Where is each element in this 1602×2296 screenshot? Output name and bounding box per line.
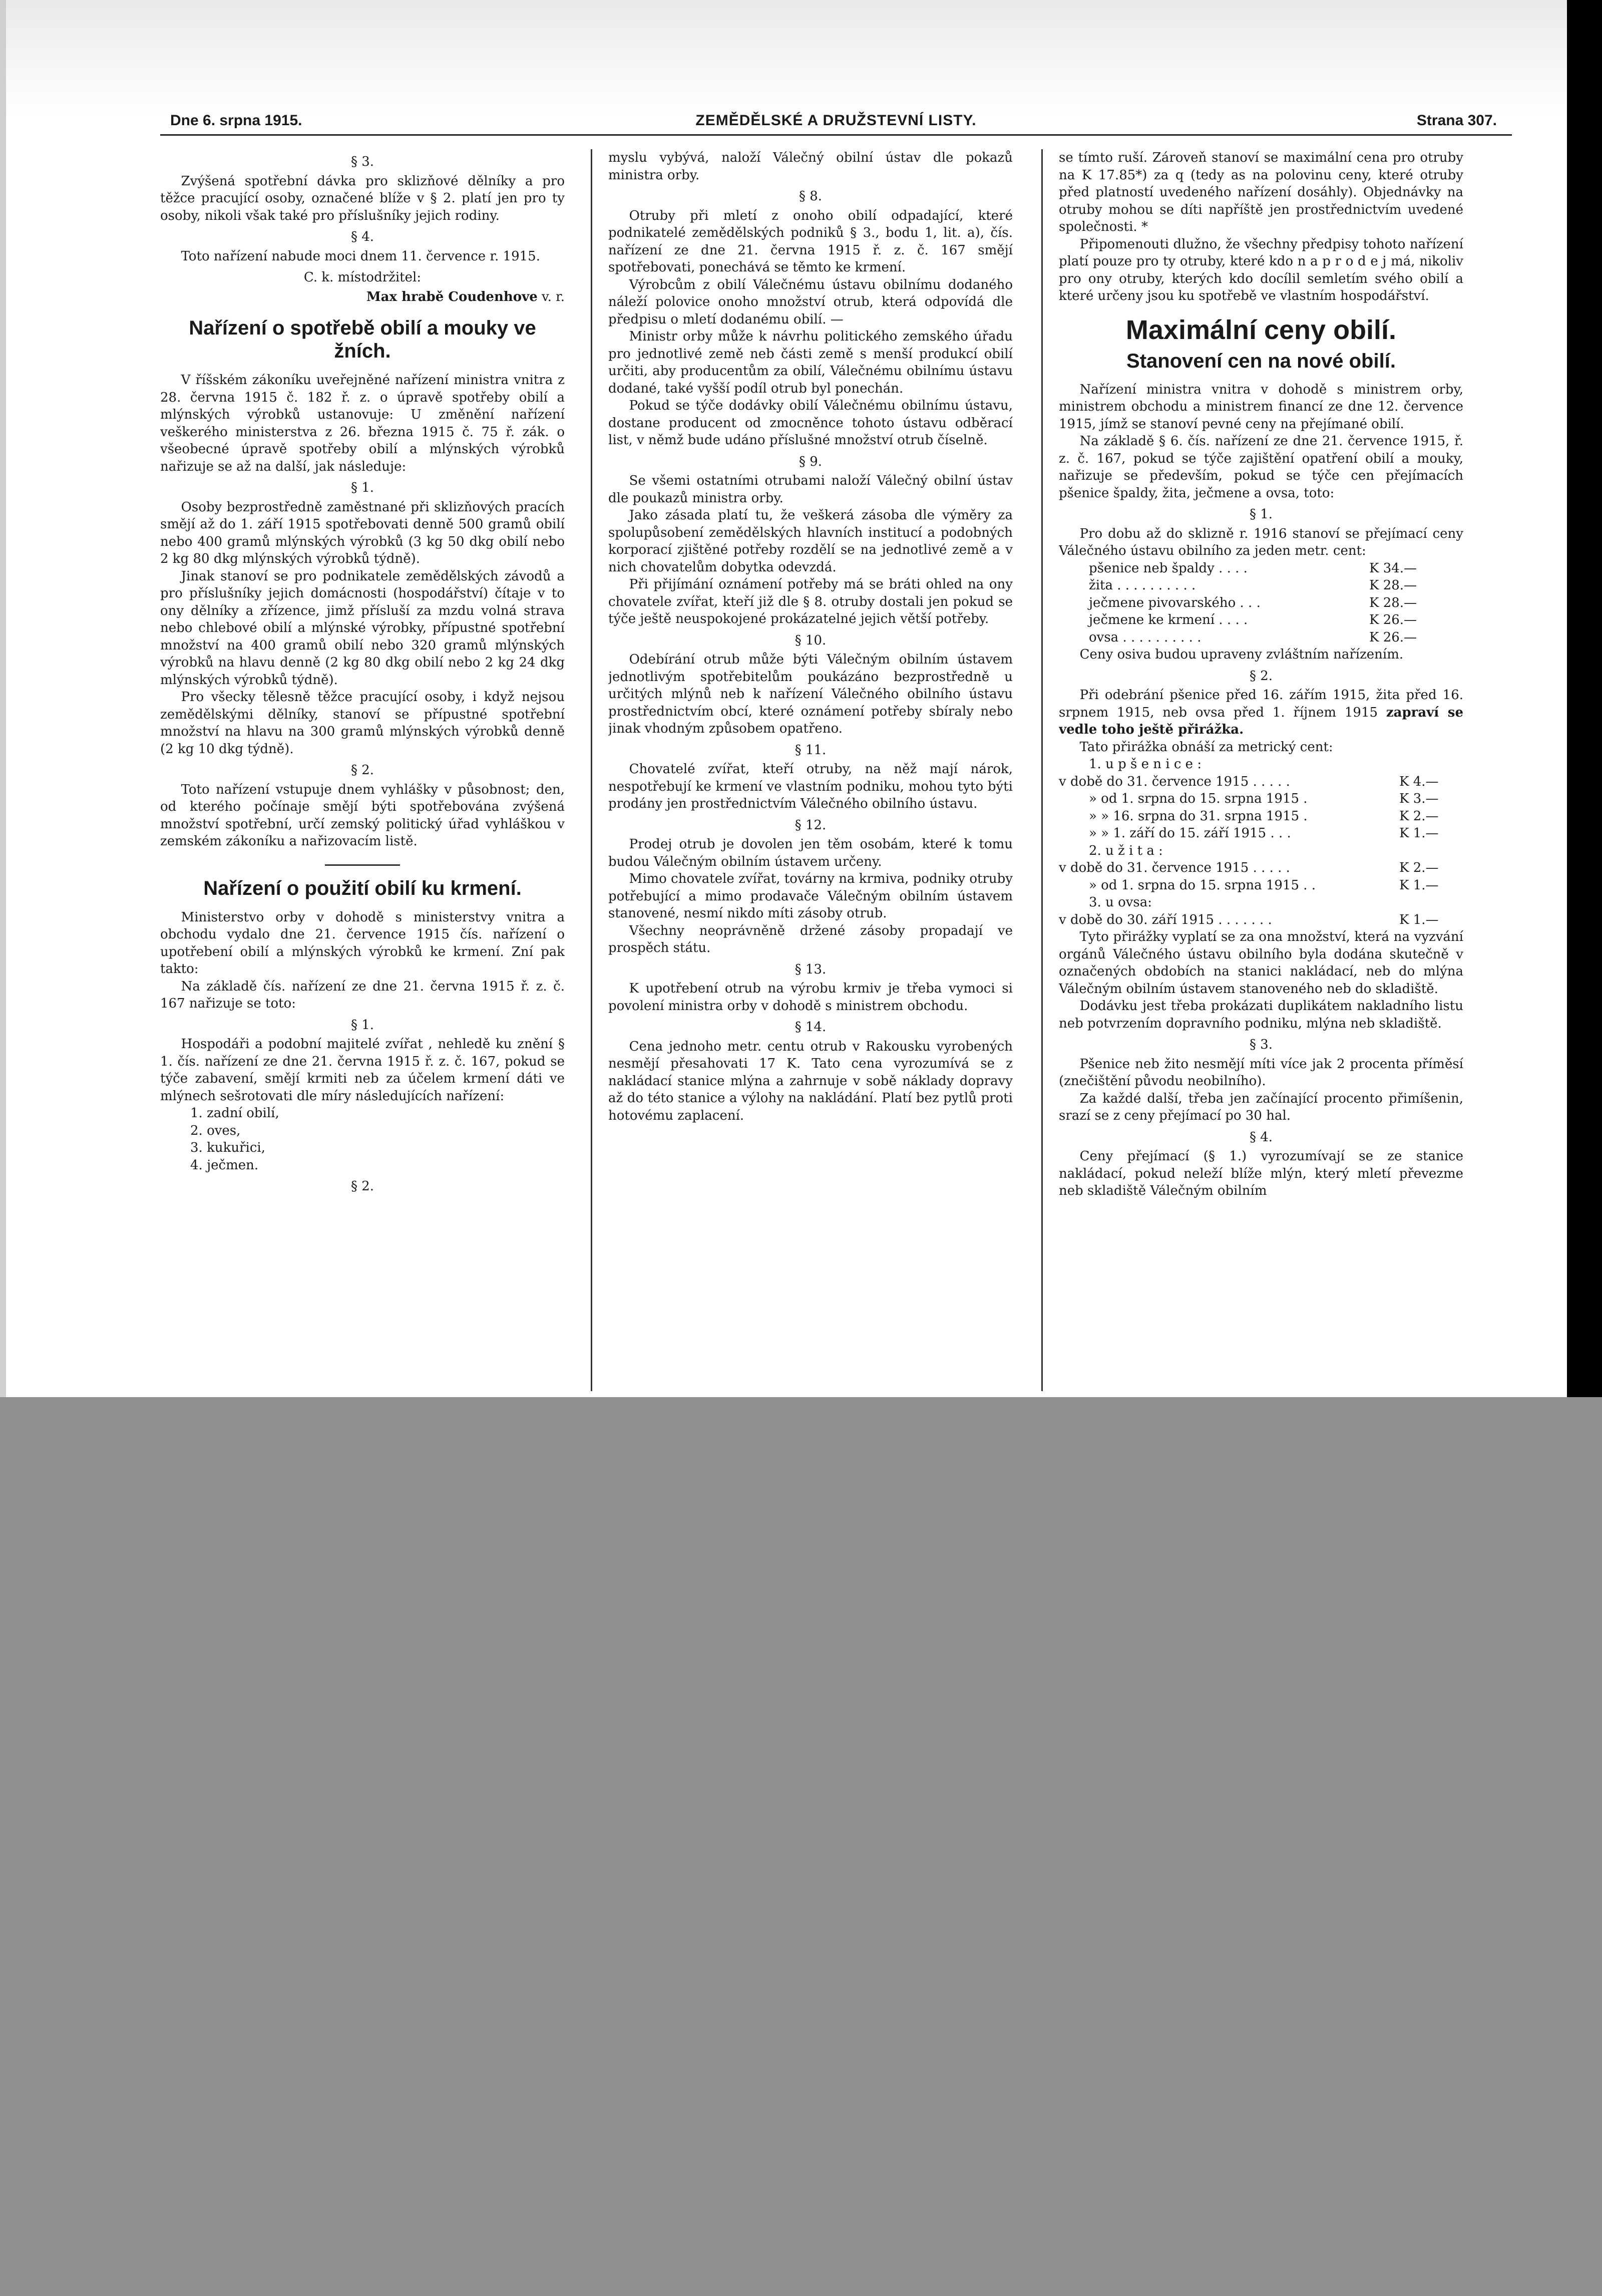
section-mark: § 4. [1249, 1129, 1273, 1145]
section-mark: § 2. [350, 763, 374, 778]
surcharge-row [1059, 911, 1463, 929]
paragraph: K upotřebení otrub na výrobu krmiv je třeba vymoci si povolení ministra orby v dohodě s ministrem obchodu. [608, 981, 1013, 1014]
paragraph [1059, 687, 1463, 739]
price-row [1059, 629, 1463, 646]
paragraph: Pro dobu až do sklizně r. 1916 stanoví se přejímací ceny Válečného ústavu obilního za jeden metr. cent: [1059, 526, 1463, 558]
surcharge-row [1059, 773, 1463, 791]
price-value: K 26.— [1369, 612, 1417, 627]
issue-date: Dne 6. srpna 1915. [170, 112, 302, 129]
section-mark: § 9. [798, 454, 823, 469]
section-mark: § 1. [350, 1017, 374, 1033]
section-mark: § 1. [1249, 507, 1273, 522]
paragraph: Ceny osiva budou upraveny zvláštním nařízením. [1079, 647, 1404, 662]
paragraph: se tímto ruší. Zároveň stanoví se maximální cena pro otruby na K 17.85*) za q (tedy as na polovinu ceny, které otruby před platností uvedeného nařízení dosáhly). Objednávky na otruby mohou se díti napříště jen prostřednictvím uvedené společnosti. * [1059, 150, 1463, 234]
period-label: v době do 30. září 1915 . . . . . . . [1059, 912, 1272, 927]
page-number: Strana 307. [1416, 112, 1497, 129]
section-mark: § 2. [1249, 668, 1273, 684]
paragraph: Odebírání otrub může býti Válečným obilním ústavem jednotlivým spotřebitelům poukázáno bezprostředně u určitých mlýnů neb k nařízení Válečného obilního ústavu prostřednictvím obcí, které oznámení potřeby sbíraly nebo jinak vhodným způsobem opatřeno. [608, 652, 1013, 736]
paragraph: Prodej otrub je dovolen jen těm osobám, které k tomu budou Válečným obilním ústavem určeny. [608, 837, 1013, 869]
paragraph: Mimo chovatele zvířat, továrny na krmiva, podniky otruby potřebující a mimo prodavače Válečným obilním ústavem stanovené, nesmí nikdo míti zásoby otrub. [608, 871, 1013, 921]
newspaper-title: ZEMĚDĚLSKÉ A DRUŽSTEVNÍ LISTY. [695, 112, 977, 129]
list-item: 1. zadní obilí, [190, 1106, 279, 1121]
price-table [1059, 560, 1463, 646]
paragraph: Jako zásada platí tu, že veškerá zásoba dle výměry za spolupůsobení zemědělských hlavních institucí a podobných korporací zjištěné potřeby rozdělí se na jednotlivé země a v nich chovatelům dobytka odevzdá. [608, 508, 1013, 575]
paragraph: Pšenice neb žito nesmějí míti více jak 2 procenta příměsí (znečištění původu neobilního). [1059, 1056, 1463, 1089]
paragraph: Výrobcům z obilí Válečnému ústavu obilnímu dodaného náleží polovice onoho množství otrub, která odpovídá dle předpisu o mletí dodanému obilí. — [608, 277, 1013, 327]
scan-left-edge [0, 0, 6, 1397]
surcharge-group-heading: 2. u ž i t a : [1089, 843, 1163, 858]
surcharge-group-heading: 1. u p š e n i c e : [1089, 757, 1202, 772]
paragraph-text: Při odebrání pšenice před 16. zářím 1915, žita před 16. srpnem 1915, neb ovsa před 1. říjnem 1915 [1059, 688, 1463, 720]
surcharge-row [1059, 877, 1463, 894]
grain-label: ječmene pivovarského . . . [1089, 595, 1261, 610]
surcharge-row [1059, 808, 1463, 825]
section-mark: § 3. [350, 154, 374, 169]
paragraph: V říšském zákoníku uveřejněné nařízení ministra vnitra z 28. června 1915 č. 182 ř. z. o úpravě spotřeby obilí a mlýnských výrobků ustanovuje: U změnění nařízení veškerého ministerstva z 26. března 1915 č. 75 ř. zák. o všeobecné úpravě spotřeby obilí a mlýnských výrobků nařizuje se až na další, jak následuje: [160, 373, 565, 474]
surcharge-value: K 2.— [1399, 808, 1439, 824]
paragraph: Ministr orby může k návrhu politického zemského úřadu pro jednotlivé země neb části země s menší produkcí obilí určiti, aby producentům za obilí, Válečnému obilnímu ústavu dodané, také vyšší podíl otrub byl ponechán. [608, 329, 1013, 396]
period-label: » od 1. srpna do 15. srpna 1915 . . [1089, 877, 1316, 893]
surcharge-row [1059, 859, 1463, 877]
surcharge-value: K 3.— [1399, 791, 1439, 806]
list-item: 4. ječmen. [190, 1157, 259, 1173]
price-row [1059, 611, 1463, 629]
paragraph: Při přijímání oznámení potřeby má se bráti ohled na ony chovatele zvířat, kteří již dle § 8. otruby dostali jen pokud se týče ještě neuspokojené prokázatelné jejich větší potřeby. [608, 577, 1013, 626]
price-value: K 26.— [1369, 629, 1417, 645]
newspaper-page [160, 109, 1512, 1396]
paragraph: Cena jednoho metr. centu otrub v Rakousku vyrobených nesmějí přesahovati 17 K. Tato cena vyrozumívá se z nakládací stanice mlýna a zahrnuje v sobě náklady dopravy až do této stanice a výlohy na nakládání. Platí bez pytlů proti hotovému zaplacení. [608, 1039, 1013, 1123]
paragraph: Ceny přejímací (§ 1.) vyrozumívají se ze stanice nakládací, pokud neleží blíže mlýn, který mletí převezme neb skladiště Válečným obilním [1059, 1149, 1463, 1198]
price-row [1059, 560, 1463, 577]
section-mark: § 1. [350, 480, 374, 495]
surcharge-row [1059, 790, 1463, 808]
list-item: 2. oves, [190, 1123, 241, 1138]
surcharge-value: K 1.— [1399, 826, 1439, 841]
section-mark: § 12. [794, 817, 827, 833]
paragraph: Připomenouti dlužno, že všechny předpisy tohoto nařízení platí pouze pro ty otruby, které kdo n a p r o d e j má, nikoliv pro ony otruby, kterých kdo docílil semletím svého obilí a které určeny jsou ku spotřebě ve vlastním hospodářství. [1059, 236, 1463, 303]
paragraph: Osoby bezprostředně zaměstnané při sklizňových pracích smějí až do 1. září 1915 spotřebovati denně 500 gramů obilí nebo 400 gramů mlýnských výrobků (3 kg 50 dkg obilí nebo 2 kg 80 dkg mlýnských výrobků týdně). [160, 499, 565, 566]
bold-text: zapraví se vedle toho ještě přirážka. [1059, 705, 1463, 737]
list-item: 3. kukuřici, [190, 1140, 265, 1155]
scan-empty-area [0, 1397, 1602, 2296]
paragraph: Na základě § 6. čís. nařízení ze dne 21. července 1915, ř. z. č. 167, pokud se týče zajištění opatření obilí a mouky, nařizuje se především, pokud se týče cen přejímacích pšenice špaldy, žita, ječmene a ovsa, toto: [1059, 434, 1463, 501]
paragraph: Všechny neoprávněně držené zásoby propadají ve prospěch státu. [608, 923, 1013, 955]
paragraph: Pokud se týče dodávky obilí Válečnému obilnímu ústavu, dostane producent od zmocněnce tohoto ústavu odběrací list, v němž bude udáno příslušné množství otrub číselně. [608, 398, 1013, 448]
column-divider [1041, 149, 1043, 1391]
paragraph: Otruby při mletí z onoho obilí odpadající, které podnikatelé zemědělských podniků § 3., bodu 1, lit. a), čís. nařízení ze dne 21. června 1915 ř. z. č. 167 smějí spotřebovati, ponechává se těmto ke krmení. [608, 208, 1013, 275]
surcharge-value: K 2.— [1399, 860, 1439, 875]
grain-list [160, 1105, 565, 1174]
paragraph: Hospodáři a podobní majitelé zvířat , nehledě ku znění § 1. čís. nařízení ze dne 21. června 1915 ř. z. č. 167, pokud se týče zabavení, smějí krmiti neb za účelem krmení dáti ve mlýnech sešrotovati dle míry následujících nařízení: [160, 1037, 565, 1104]
paragraph: Ministerstvo orby v dohodě s ministerstvy vnitra a obchodu vydalo dne 21. července 1915 čís. nařízení o upotřebení obilí a mlýnských výrobků ke krmení. Zní pak takto: [160, 909, 565, 976]
column-3 [1059, 149, 1463, 1391]
paragraph: Pro všecky tělesně těžce pracující osoby, i když nejsou zemědělskými dělníky, stanoví se přípustné spotřební množství na hlavu na 300 gramů mlýnských výrobků denně (2 kg 10 dkg týdně). [160, 690, 565, 757]
period-label: v době do 31. července 1915 . . . . . [1059, 774, 1290, 789]
paragraph: Zvýšená spotřební dávka pro sklizňové dělníky a pro těžce pracující osoby, označené blíže v § 2. platí jen pro ty osoby, nikoli však také pro příslušníky jejich rodiny. [160, 173, 565, 223]
grain-label: žita . . . . . . . . . . [1089, 578, 1196, 593]
paragraph: Dodávku jest třeba prokázati duplikátem nakladního listu neb potvrzením dopravního podniku, mlýna neb skladiště. [1059, 999, 1463, 1031]
period-label: » » 1. září do 15. září 1915 . . . [1089, 826, 1291, 841]
signature-name: Max hrabě Coudenhove [366, 289, 538, 304]
price-row [1059, 577, 1463, 594]
signature-suffix: v. r. [537, 289, 565, 304]
surcharge-group-heading: 3. u ovsa: [1089, 895, 1152, 910]
surcharge-value: K 4.— [1399, 774, 1439, 789]
column-divider [591, 149, 592, 1391]
section-mark: § 3. [1249, 1037, 1273, 1052]
column-2 [608, 149, 1013, 1391]
running-head [160, 109, 1512, 136]
section-mark: § 10. [794, 632, 827, 648]
article-heading: Nařízení o použití obilí ku krmení. [203, 877, 522, 899]
section-mark: § 4. [350, 229, 374, 244]
surcharge-row [1059, 825, 1463, 842]
column-1 [160, 149, 565, 1391]
paragraph: Tato přirážka obnáší za metrický cent: [1079, 739, 1333, 755]
paragraph: Jinak stanoví se pro podnikatele zemědělských závodů a pro příslušníky jejich domácnosti (hospodářství) čítaje v to ony dělníky a zřízence, jimž přísluší za mzdu volná strava nebo chlebové obilí a mlýnské výrobky, přípustné spotřební množství na 400 gramů obilí nebo 320 gramů mlýnských výrobků na hlavu denně (2 kg 80 dkg obilí nebo 2 kg 24 dkg mlýnských výrobků týdně). [160, 568, 565, 688]
section-mark: § 11. [794, 742, 827, 758]
paragraph: Na základě čís. nařízení ze dne 21. června 1915 ř. z. č. 167 nařizuje se toto: [160, 978, 565, 1011]
grain-label: ovsa . . . . . . . . . . [1089, 629, 1202, 645]
scan-right-edge [1567, 0, 1602, 1397]
price-value: K 28.— [1369, 578, 1417, 593]
section-mark: § 14. [794, 1020, 827, 1035]
separator-rule [325, 864, 400, 866]
section-mark: § 2. [350, 1179, 374, 1194]
paragraph: myslu vybývá, naloží Válečný obilní ústav dle pokazů ministra orby. [608, 150, 1013, 183]
paragraph: Za každé další, třeba jen začínající procento přimíšenin, srazí se z ceny přejímací po 30 hal. [1059, 1091, 1463, 1123]
article-subheading: Stanovení cen na nové obilí. [1126, 350, 1396, 372]
price-value: K 28.— [1369, 595, 1417, 610]
price-row [1059, 594, 1463, 612]
article-heading: Nařízení o spotřebě obilí a mouky ve žních. [189, 317, 536, 362]
paragraph: Chovatelé zvířat, kteří otruby, na něž mají nárok, nespotřebují ke krmení ve vlastním podniku, mohou tyto býti prodány jen prostřednictvím Válečného obilního ústavu. [608, 762, 1013, 811]
surcharge-value: K 1.— [1399, 877, 1439, 893]
section-mark: § 8. [798, 189, 823, 204]
signature [160, 288, 565, 306]
period-label: » » 16. srpna do 31. srpna 1915 . [1089, 808, 1308, 824]
article-heading: Maximální ceny obilí. [1125, 314, 1397, 345]
grain-label: ječmene ke krmení . . . . [1089, 612, 1248, 627]
paragraph: Toto nařízení nabude moci dnem 11. července r. 1915. [181, 248, 540, 264]
surcharge-value: K 1.— [1399, 912, 1439, 927]
period-label: v době do 31. července 1915 . . . . . [1059, 860, 1290, 875]
scan-top-band [0, 0, 1602, 115]
section-mark: § 13. [794, 961, 827, 977]
paragraph: Tyto přirážky vyplatí se za ona množství, která na vyzvání orgánů Válečného ústavu obilního byla dodána skutečně v označených obdobích na stanici nakládací, neb do mlýna Válečným obilním ústavem stanoveného neb do skladiště. [1059, 929, 1463, 997]
grain-label: pšenice neb špaldy . . . . [1089, 560, 1248, 576]
period-label: » od 1. srpna do 15. srpna 1915 . [1089, 791, 1308, 806]
paragraph: Nařízení ministra vnitra v dohodě s ministrem orby, ministrem obchodu a ministrem financí ze dne 12. července 1915, jímž se stanoví pevné ceny na přejímané obilí. [1059, 382, 1463, 432]
price-value: K 34.— [1369, 560, 1417, 576]
paragraph: Toto nařízení vstupuje dnem vyhlášky v působnost; den, od kterého počínaje smějí býti spotřebována zvýšená množství spotřební, určí zemský politický úřad vyhláškou v zemském zákoníku a nařizovacím listě. [160, 782, 565, 849]
signature-title: C. k. místodržitel: [303, 270, 422, 285]
paragraph: Se všemi ostatními otrubami naloží Válečný obilní ústav dle poukazů ministra orby. [608, 473, 1013, 506]
